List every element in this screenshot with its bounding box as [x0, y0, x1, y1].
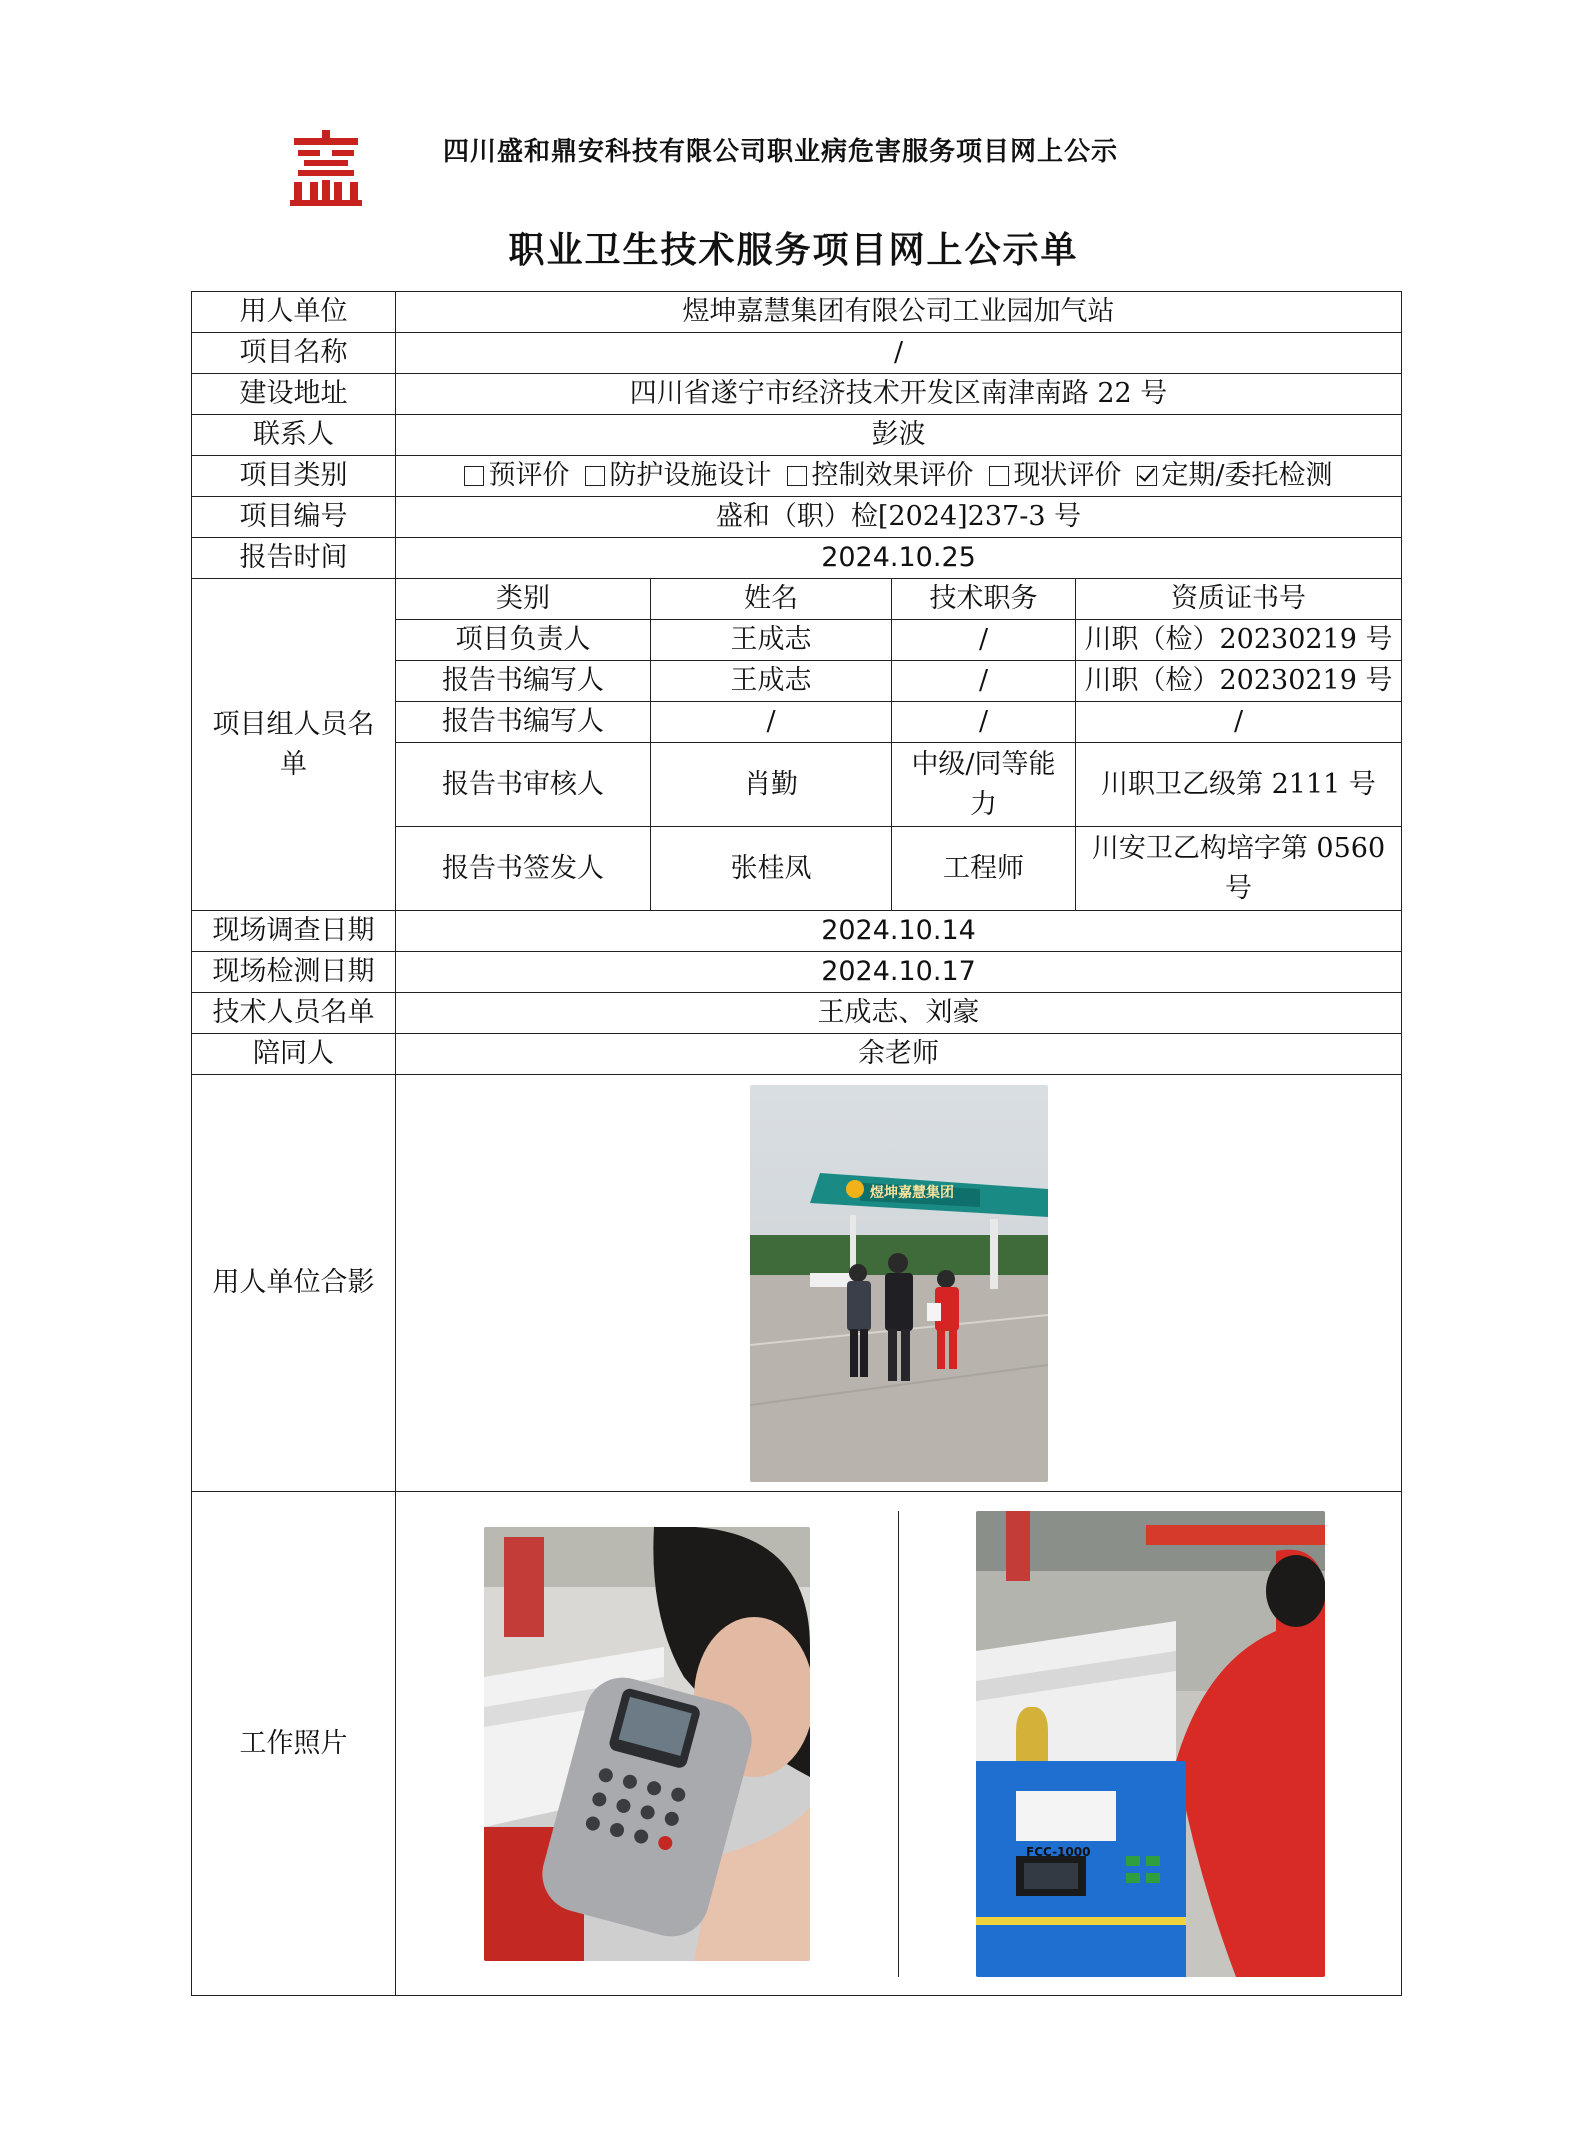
team-cell-name: 王成志	[651, 620, 892, 661]
company-header-title: 四川盛和鼎安科技有限公司职业病危害服务项目网上公示	[443, 137, 1119, 167]
work-photo-left-cell	[396, 1511, 899, 1977]
checkbox-empty-icon	[989, 466, 1009, 486]
checkbox-empty-icon	[585, 466, 605, 486]
checkbox-checked-icon	[1137, 466, 1157, 486]
test-date-label: 现场检测日期	[192, 952, 396, 993]
team-header-cert: 资质证书号	[1076, 579, 1402, 620]
team-cell-cert: 川职（检）20230219 号	[1076, 661, 1402, 702]
company-logo	[288, 130, 364, 208]
project-name-value: /	[396, 333, 1402, 374]
category-option-status-assessment: 现状评价	[989, 460, 1121, 491]
team-cell-title: 工程师	[892, 827, 1076, 911]
technicians-label: 技术人员名单	[192, 993, 396, 1034]
notice-form-table	[191, 291, 1402, 1996]
team-cell-category: 项目负责人	[396, 620, 651, 661]
team-cell-title: /	[892, 661, 1076, 702]
test-date-value: 2024.10.17	[396, 952, 1402, 993]
work-photo-subtable	[396, 1511, 1401, 1977]
team-cell-cert: 川安卫乙构培字第 0560 号	[1076, 827, 1402, 911]
project-no-label: 项目编号	[192, 497, 396, 538]
team-cell-title: 中级/同等能力	[892, 743, 1076, 827]
work-photo-cell	[396, 1492, 1402, 1996]
team-header-name: 姓名	[651, 579, 892, 620]
category-option-periodic-testing: 定期/委托检测	[1137, 460, 1332, 491]
address-label: 建设地址	[192, 374, 396, 415]
project-name-label: 项目名称	[192, 333, 396, 374]
address-value: 四川省遂宁市经济技术开发区南津南路 22 号	[396, 374, 1402, 415]
team-cell-cert: 川职（检）20230219 号	[1076, 620, 1402, 661]
contact-label: 联系人	[192, 415, 396, 456]
team-header-title: 技术职务	[892, 579, 1076, 620]
team-cell-title: /	[892, 620, 1076, 661]
work-photo-label: 工作照片	[192, 1492, 396, 1996]
team-cell-category: 报告书编写人	[396, 702, 651, 743]
survey-date-value: 2024.10.14	[396, 911, 1402, 952]
work-photo-sampler-image	[976, 1511, 1325, 1977]
team-cell-title: /	[892, 702, 1076, 743]
group-photo-label: 用人单位合影	[192, 1075, 396, 1492]
team-cell-name: 肖勤	[651, 743, 892, 827]
category-option-pre-assessment: 预评价	[464, 460, 569, 491]
technicians-value: 王成志、刘豪	[396, 993, 1402, 1034]
category-options	[396, 456, 1402, 497]
survey-date-label: 现场调查日期	[192, 911, 396, 952]
team-cell-name: 张桂凤	[651, 827, 892, 911]
employer-label: 用人单位	[192, 292, 396, 333]
category-option-protection-design: 防护设施设计	[585, 460, 771, 491]
team-cell-name: 王成志	[651, 661, 892, 702]
checkbox-empty-icon	[464, 466, 484, 486]
work-photo-meter-image	[484, 1527, 810, 1961]
team-cell-category: 报告书审核人	[396, 743, 651, 827]
team-cell-cert: 川职卫乙级第 2111 号	[1076, 743, 1402, 827]
team-label: 项目组人员名单	[192, 579, 396, 911]
document-title: 职业卫生技术服务项目网上公示单	[508, 229, 1079, 271]
category-label: 项目类别	[192, 456, 396, 497]
team-cell-category: 报告书编写人	[396, 661, 651, 702]
group-photo-image	[750, 1085, 1048, 1482]
checkbox-empty-icon	[787, 466, 807, 486]
report-time-label: 报告时间	[192, 538, 396, 579]
contact-value: 彭波	[396, 415, 1402, 456]
project-no-value: 盛和（职）检[2024]237-3 号	[396, 497, 1402, 538]
station-sign-text: 煜坤嘉慧集团	[869, 1184, 954, 1201]
team-cell-cert: /	[1076, 702, 1402, 743]
sampler-device-label: FCC-1000	[1025, 1844, 1090, 1859]
report-time-value: 2024.10.25	[396, 538, 1402, 579]
companion-label: 陪同人	[192, 1034, 396, 1075]
team-cell-name: /	[651, 702, 892, 743]
category-option-control-effect: 控制效果评价	[787, 460, 973, 491]
work-photo-right-cell	[899, 1511, 1402, 1977]
employer-value: 煜坤嘉慧集团有限公司工业园加气站	[396, 292, 1402, 333]
team-cell-category: 报告书签发人	[396, 827, 651, 911]
companion-value: 余老师	[396, 1034, 1402, 1075]
group-photo-cell	[396, 1075, 1402, 1492]
team-header-category: 类别	[396, 579, 651, 620]
